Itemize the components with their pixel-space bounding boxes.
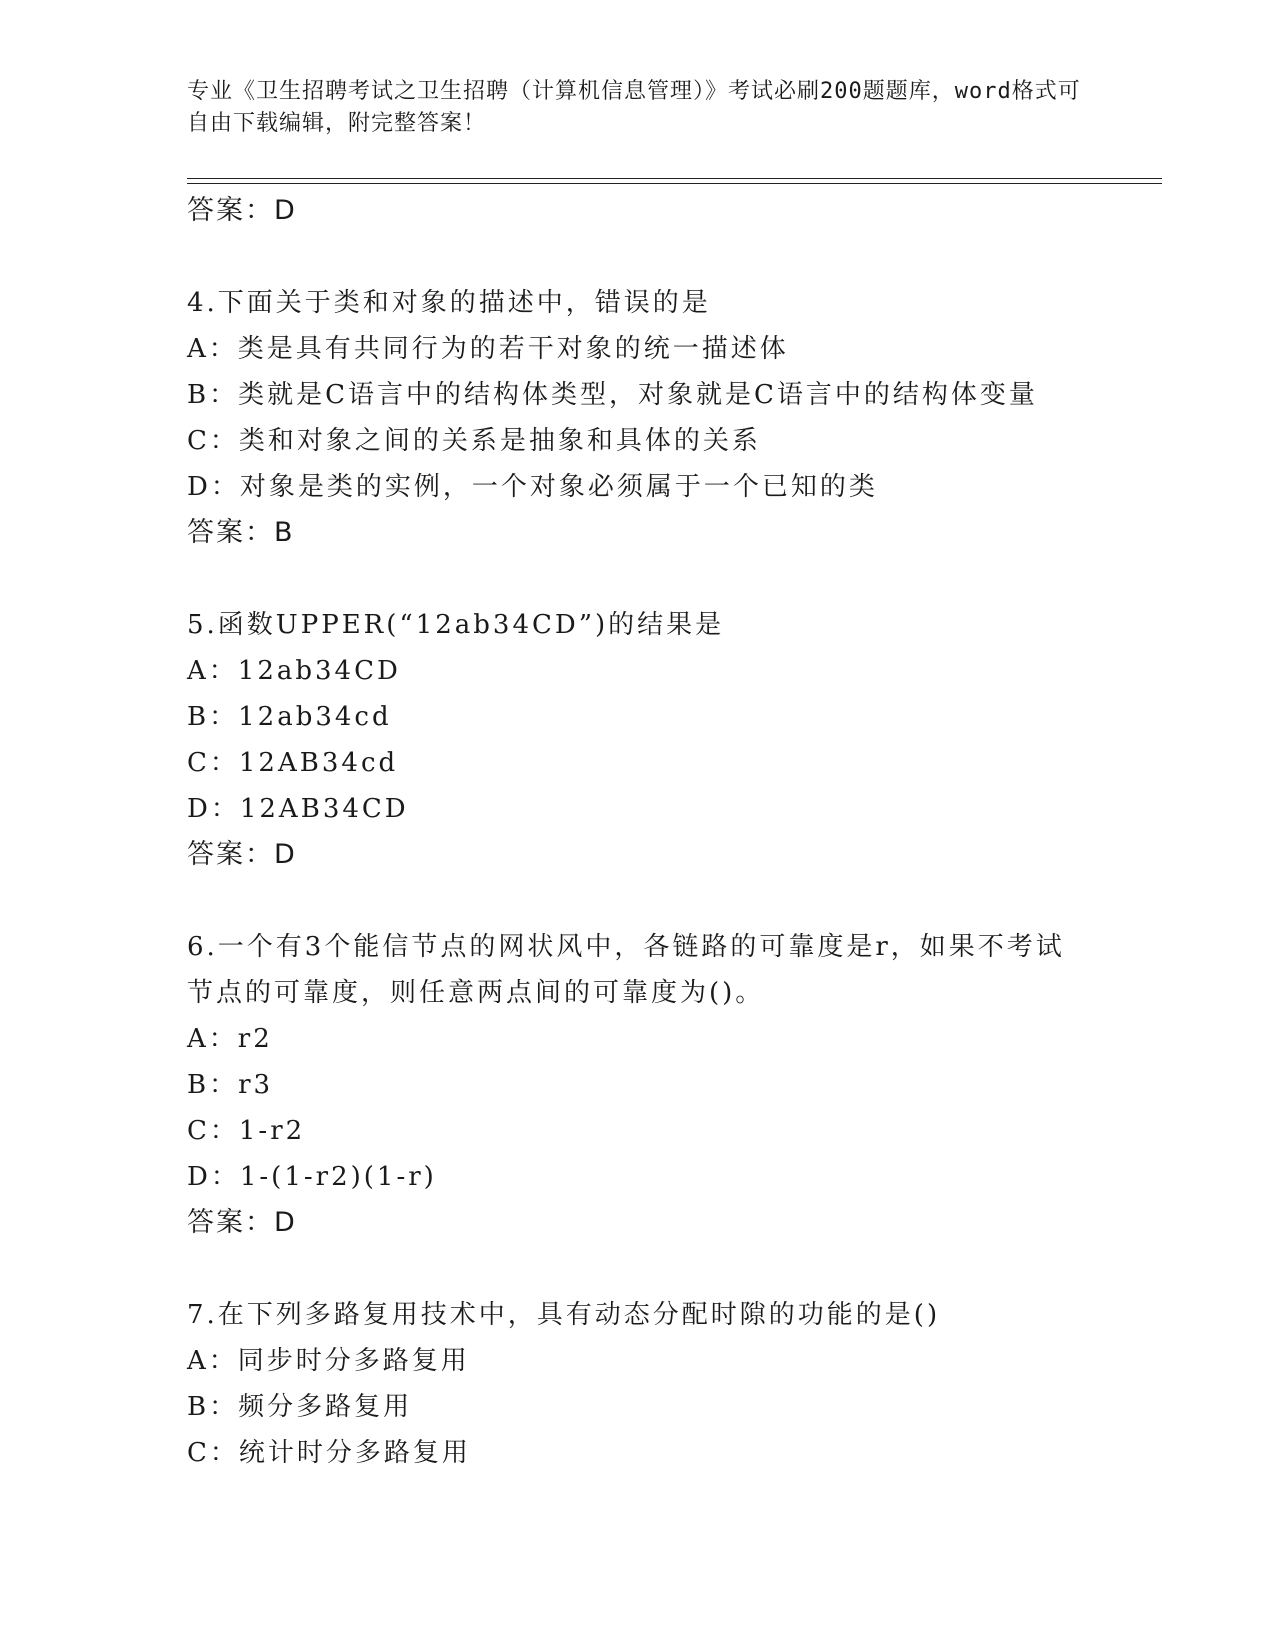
option-b: B：频分多路复用 [187,1392,413,1422]
option-c: C：1-r2 [187,1116,306,1146]
spacer [187,556,1147,602]
option-d: D：对象是类的实例，一个对象必须属于一个已知的类 [187,472,878,502]
option-c: C：12AB34cd [187,748,399,778]
question-block [187,1292,1147,1476]
option-b: B：r3 [187,1070,274,1100]
question-block [187,602,1147,878]
question-stem: 6.一个有3个能信节点的网状风中，各链路的可靠度是r，如果不考试节点的可靠度，则任意两点间的可靠度为()。 [187,932,1065,1008]
option-a: A：12ab34CD [187,656,401,686]
spacer [187,234,1147,280]
option-c: C：统计时分多路复用 [187,1438,471,1468]
option-d: D：1-(1-r2)(1-r) [187,1162,437,1192]
header-rule-bottom [187,183,1162,184]
question-stem: 7.在下列多路复用技术中，具有动态分配时隙的功能的是() [187,1300,941,1330]
answer-line: 答案：D [187,1207,297,1238]
option-a: A：r2 [187,1024,273,1054]
question-list [187,188,1147,1476]
option-b: B：12ab34cd [187,702,392,732]
option-c: C：类和对象之间的关系是抽象和具体的关系 [187,426,761,456]
answer-line: 答案：B [187,517,295,548]
option-b: B：类就是C语言中的结构体类型，对象就是C语言中的结构体变量 [187,380,1038,410]
option-a: A：同步时分多路复用 [187,1346,470,1376]
question-stem: 4.下面关于类和对象的描述中，错误的是 [187,288,711,318]
answer-line: 答案：D [187,839,297,870]
answer-line: 答案：D [187,195,297,226]
option-a: A：类是具有共同行为的若干对象的统一描述体 [187,334,789,364]
spacer [187,1246,1147,1292]
question-block [187,280,1147,556]
question-stem: 5.函数UPPER(“12ab34CD”)的结果是 [187,610,725,640]
question-block [187,924,1147,1246]
spacer [187,878,1147,924]
header-rule-top [187,178,1162,179]
option-d: D：12AB34CD [187,794,409,824]
document-header: 专业《卫生招聘考试之卫生招聘（计算机信息管理）》考试必刷200题题库，word格式可自由下载编辑，附完整答案！ [187,79,1081,136]
